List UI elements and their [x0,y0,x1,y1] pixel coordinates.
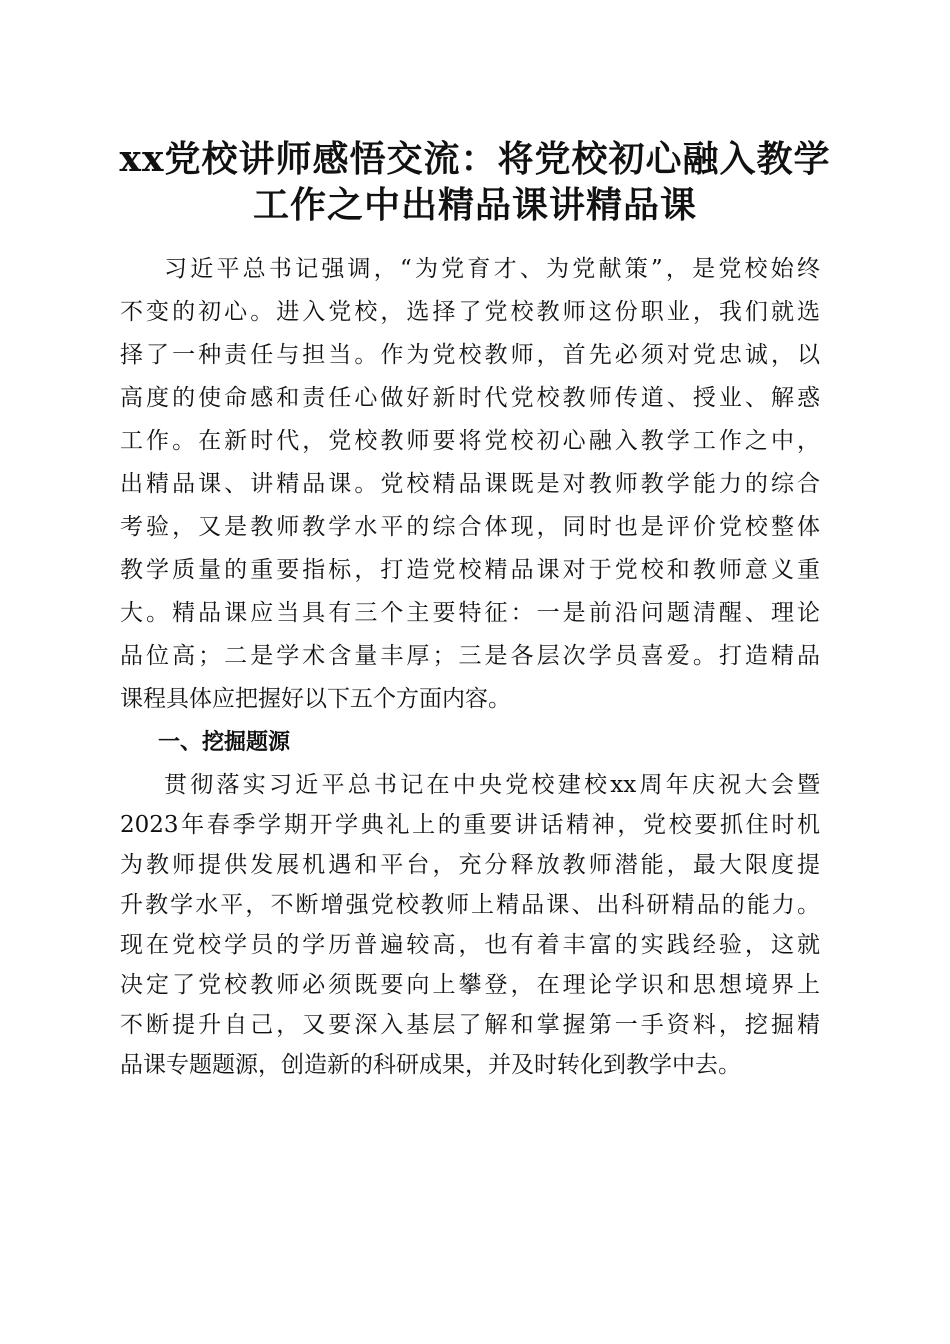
document-title [0,136,950,228]
text-line: 教学质量的重要指标，打造党校精品课对于党校和教师意义重 [120,557,820,583]
text-line: 高度的使命感和责任心做好新时代党校教师传道、授业、解惑 [120,385,820,411]
text-line: 决定了党校教师必须既要向上攀登，在理论学识和思想境界上 [120,972,820,998]
text-line: 品位高；二是学术含量丰厚；三是各层次学员喜爱。打造精品 [120,643,820,669]
text-line: 习近平总书记强调，“为党育才、为党献策”，是党校始终 [164,256,820,282]
title-line-2: 工作之中出精品课讲精品课 [252,184,697,226]
title-line-1: xx党校讲师感悟交流：将党校初心融入教学 [119,138,831,180]
text-line: 考验，又是教师教学水平的综合体现，同时也是评价党校整体 [120,514,820,540]
text-line: 出精品课、讲精品课。党校精品课既是对教师教学能力的综合 [120,471,820,497]
text-line: 2023年春季学期开学典礼上的重要讲话精神，党校要抓住时机 [120,812,820,838]
document-body [120,248,820,1085]
section-heading: 一、挖掘题源 [158,730,291,755]
text-line: 升教学水平，不断增强党校教师上精品课、出科研精品的能力。 [120,892,820,918]
text-line: 工作。在新时代，党校教师要将党校初心融入教学工作之中， [120,428,820,454]
text-line: 现在党校学员的学历普遍较高，也有着丰富的实践经验，这就 [120,932,820,958]
text-line: 大。精品课应当具有三个主要特征：一是前沿问题清醒、理论 [120,600,820,626]
paragraph [120,248,820,721]
text-line: 品课专题题源，创造新的科研成果，并及时转化到教学中去。 [120,1052,741,1078]
text-line: 贯彻落实习近平总书记在中央党校建校xx周年庆祝大会暨 [164,772,820,798]
text-line: 为教师提供发展机遇和平台，充分释放教师潜能，最大限度提 [120,852,820,878]
text-line: 不变的初心。进入党校，选择了党校教师这份职业，我们就选 [120,299,820,325]
text-line: 不断提升自己，又要深入基层了解和掌握第一手资料，挖掘精 [120,1012,820,1038]
paragraph [120,721,820,1085]
text-line: 课程具体应把握好以下五个方面内容。 [120,686,511,712]
text-line: 择了一种责任与担当。作为党校教师，首先必须对党忠诚，以 [120,342,820,368]
